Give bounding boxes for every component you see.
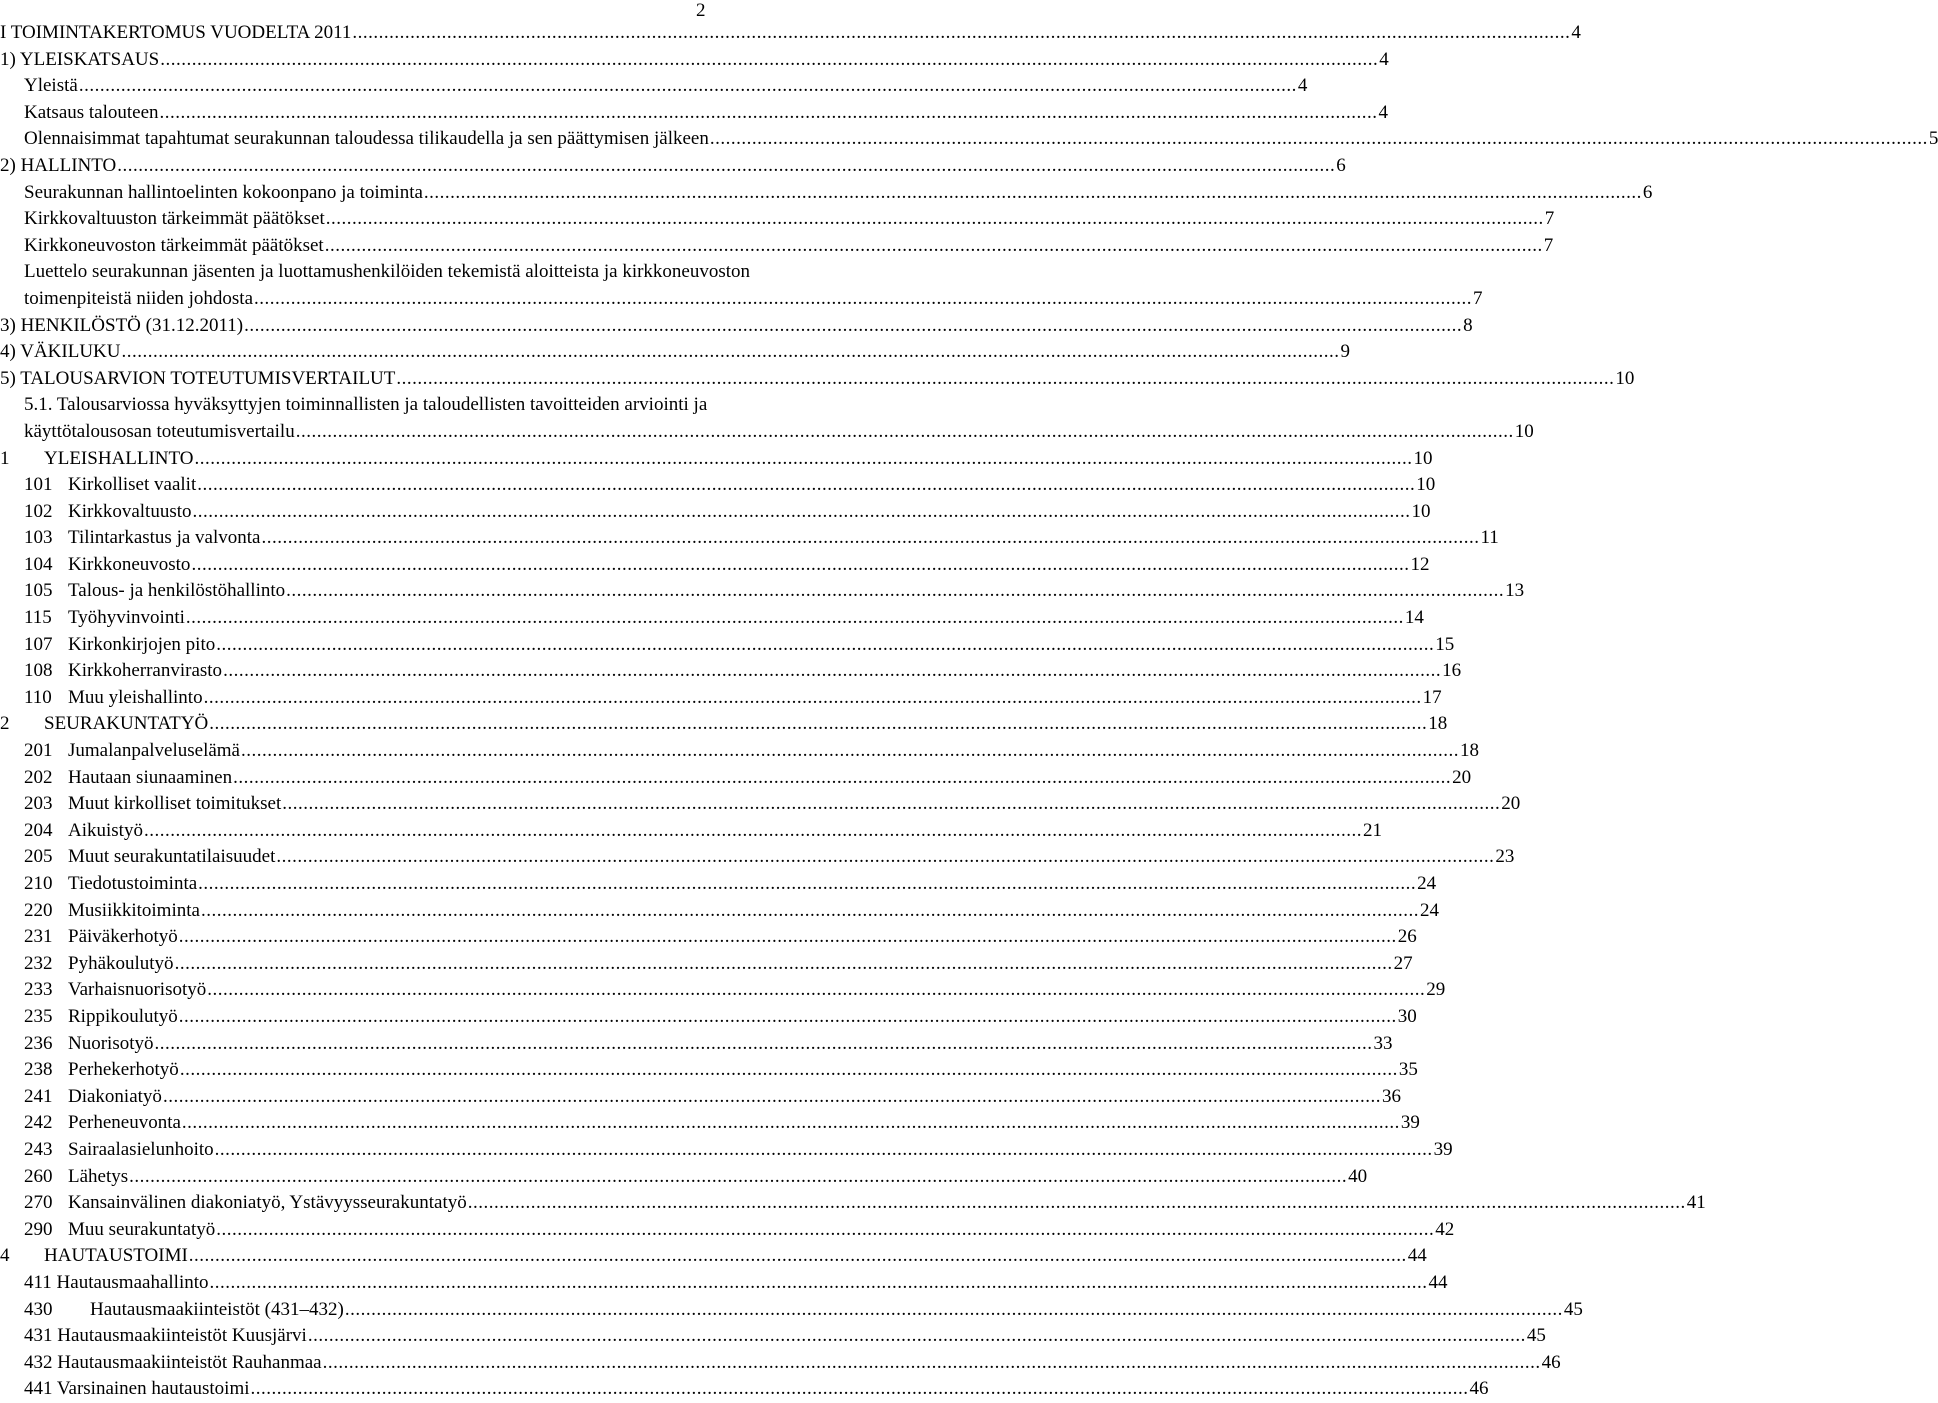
- toc-entry-title: [24, 658, 222, 685]
- toc-entry-code: 203: [24, 793, 53, 815]
- toc-entry[interactable]: [0, 1243, 1427, 1270]
- dot-leader: [191, 552, 1409, 579]
- toc-entry[interactable]: [0, 339, 1350, 366]
- toc-entry-label: toimenpiteistä niiden johdosta: [24, 287, 254, 309]
- dot-leader: [155, 1031, 1373, 1058]
- page-number: 2: [696, 0, 706, 21]
- toc-entry-title: [24, 1057, 179, 1084]
- dot-leader: [396, 366, 1614, 393]
- toc-entry-page: 6: [1336, 154, 1346, 176]
- toc-entry-title: [24, 632, 215, 659]
- toc-entry-page: 4: [1379, 48, 1389, 70]
- toc-entry-title: [24, 1350, 322, 1377]
- dot-leader: [325, 233, 1543, 260]
- dot-leader: [352, 20, 1570, 47]
- toc-entry-label: Kirkonkirjojen pito: [68, 633, 216, 655]
- toc-entry-title: [24, 1110, 181, 1137]
- toc-entry-code: 115: [24, 607, 52, 629]
- toc-entry-title: [24, 791, 281, 818]
- toc-entry-label: Rippikoulutyö: [68, 1005, 178, 1027]
- dot-leader: [251, 1376, 1469, 1403]
- toc-entry[interactable]: [0, 977, 1446, 1004]
- toc-entry[interactable]: [0, 313, 1473, 340]
- dot-leader: [296, 419, 1514, 446]
- toc-entry[interactable]: [0, 1057, 1418, 1084]
- toc-entry-label: Perhekerhotyö: [68, 1059, 179, 1081]
- toc-entry-code: 270: [24, 1192, 53, 1214]
- toc-entry-code: 205: [24, 846, 53, 868]
- toc-entry-title: [24, 180, 423, 207]
- toc-entry-label: Olennaisimmat tapahtumat seurakunnan taloudessa tilikaudella ja sen päättymisen jälkeen: [24, 128, 709, 150]
- toc-entry[interactable]: [0, 47, 1389, 74]
- dot-leader: [195, 446, 1413, 473]
- toc-entry-title: [24, 1323, 307, 1350]
- toc-entry-page: 45: [1563, 1298, 1583, 1320]
- toc-entry[interactable]: [0, 286, 1483, 313]
- toc-entry-label: HAUTAUSTOIMI: [44, 1245, 188, 1267]
- toc-entry-page: 6: [1642, 181, 1653, 203]
- toc-entry[interactable]: [0, 578, 1525, 605]
- toc-entry-title: [24, 73, 78, 100]
- toc-entry[interactable]: [0, 126, 1938, 153]
- toc-entry-title: [24, 552, 190, 579]
- toc-entry-page: 7: [1473, 287, 1483, 309]
- toc-entry-label: Aikuistyö: [68, 819, 143, 841]
- toc-entry-title: [24, 126, 709, 153]
- toc-entry-title: [0, 153, 116, 180]
- toc-entry-label: 441 Varsinainen hautaustoimi: [24, 1378, 250, 1400]
- toc-entry-title: [24, 233, 324, 260]
- toc-entry-page: 10: [1615, 367, 1635, 389]
- toc-entry-page: 27: [1393, 952, 1413, 974]
- toc-entry-title: [24, 286, 253, 313]
- toc-entry[interactable]: [0, 818, 1382, 845]
- toc-entry-title: [24, 472, 196, 499]
- toc-entry-label: Päiväkerhotyö: [68, 926, 178, 948]
- toc-entry-page: 39: [1400, 1112, 1420, 1134]
- toc-entry-code: 107: [24, 633, 53, 655]
- toc-entry-label: Tiedotustoiminta: [68, 873, 198, 894]
- toc-entry-title: [24, 605, 185, 632]
- toc-entry[interactable]: [0, 1270, 1448, 1297]
- toc-entry-label: I TOIMINTAKERTOMUS VUODELTA 2011: [0, 22, 352, 43]
- toc-entry-label: 3) HENKILÖSTÖ (31.12.2011): [0, 314, 244, 336]
- dot-leader: [241, 738, 1459, 765]
- toc-entry-page: 10: [1514, 420, 1534, 442]
- toc-entry-code: 2: [0, 713, 10, 735]
- toc-entry-code: 260: [24, 1165, 53, 1187]
- toc-entry-page: 14: [1404, 607, 1424, 629]
- toc-entry-code: 108: [24, 660, 53, 682]
- toc-entry-code: 204: [24, 819, 53, 841]
- toc-entry[interactable]: [0, 951, 1413, 978]
- toc-entry-title: [24, 499, 192, 526]
- toc-entry-line: 5.1. Talousarviossa hyväksyttyjen toiminnallisten ja taloudellisten tavoitteiden arviointi ja: [24, 394, 708, 416]
- dot-leader: [216, 632, 1434, 659]
- toc-entry-page: 24: [1419, 899, 1439, 921]
- toc-entry-title: [24, 1031, 154, 1058]
- toc-entry[interactable]: [0, 73, 1308, 100]
- toc-entry-page: 30: [1397, 1005, 1417, 1027]
- toc-entry-code: 105: [24, 580, 53, 602]
- dot-leader: [282, 791, 1500, 818]
- toc-entry-title: [24, 977, 206, 1004]
- toc-entry[interactable]: [0, 20, 1581, 47]
- toc-entry-code: 104: [24, 553, 53, 575]
- toc-entry-label: Yleistä: [24, 75, 78, 97]
- toc-entry-title: [24, 844, 275, 871]
- dot-leader: [323, 1350, 1541, 1377]
- toc-entry-code: 201: [24, 740, 53, 762]
- toc-entry-page: 13: [1505, 580, 1525, 602]
- toc-entry-code: 232: [24, 952, 53, 974]
- toc-entry-page: 40: [1348, 1165, 1368, 1187]
- toc-entry[interactable]: [0, 153, 1346, 180]
- toc-entry-label: Muu yleishallinto: [68, 686, 203, 708]
- toc-entry[interactable]: [0, 791, 1521, 818]
- toc-entry[interactable]: [0, 499, 1431, 526]
- toc-entry-label: Sairaalasielunhoito: [68, 1138, 214, 1160]
- toc-entry-label: Varhaisnuorisotyö: [68, 979, 207, 1001]
- dot-leader: [308, 1323, 1526, 1350]
- toc-entry[interactable]: [0, 366, 1635, 393]
- dot-leader: [216, 1217, 1434, 1244]
- toc-entry-label: Pyhäkoulutyö: [68, 952, 174, 974]
- toc-entry-title: [24, 100, 159, 127]
- dot-leader: [254, 286, 1472, 313]
- toc-entry-code: 4: [0, 1245, 10, 1267]
- toc-entry-title: [24, 898, 200, 925]
- toc-entry-label: 1) YLEISKATSAUS: [0, 48, 160, 70]
- toc-entry-label: SEURAKUNTATYÖ: [44, 713, 209, 735]
- toc-entry-page: 23: [1495, 846, 1515, 868]
- toc-entry-title: [24, 765, 232, 792]
- dot-leader: [175, 951, 1393, 978]
- toc-entry-title: [24, 1084, 162, 1111]
- dot-leader: [223, 658, 1441, 685]
- toc-entry-page: 8: [1463, 314, 1473, 336]
- dot-leader: [79, 73, 1297, 100]
- toc-entry[interactable]: [0, 1376, 1489, 1403]
- toc-entry-page: 15: [1435, 633, 1455, 655]
- toc-entry-code: 241: [24, 1085, 53, 1107]
- toc-entry[interactable]: [0, 1323, 1546, 1350]
- toc-entry-code: 1: [0, 447, 10, 469]
- dot-leader: [204, 685, 1422, 712]
- toc-entry-label: Nuorisotyö: [68, 1032, 154, 1054]
- dot-leader: [207, 977, 1425, 1004]
- toc-entry-title: [0, 366, 395, 393]
- dot-leader: [201, 898, 1419, 925]
- toc-entry[interactable]: [0, 233, 1554, 260]
- toc-entry-label: Kirkkovaltuusto: [68, 500, 192, 522]
- toc-entry-label: Muut seurakuntatilaisuudet: [68, 846, 276, 868]
- toc-entry-title: [24, 1297, 344, 1324]
- dot-leader: [326, 206, 1544, 233]
- toc-entry[interactable]: [0, 1137, 1453, 1164]
- dot-leader: [197, 472, 1415, 499]
- toc-entry-title: [24, 685, 203, 712]
- toc-entry-page: 46: [1469, 1378, 1489, 1400]
- toc-entry-line: Luettelo seurakunnan jäsenten ja luottamushenkilöiden tekemistä aloitteista ja kirkkoneuvoston: [24, 261, 751, 283]
- dot-leader: [193, 499, 1411, 526]
- toc-entry-label: Kirkkoneuvoston tärkeimmät päätökset: [24, 234, 324, 256]
- toc-entry-title: [24, 1164, 128, 1191]
- toc-entry[interactable]: [0, 419, 1534, 446]
- toc-entry[interactable]: [0, 206, 1555, 233]
- dot-leader: [117, 153, 1335, 180]
- dot-leader: [180, 1057, 1398, 1084]
- toc-entry-code: 235: [24, 1005, 53, 1027]
- toc-entry[interactable]: [0, 924, 1417, 951]
- toc-entry-label: Kirkkoherranvirasto: [68, 660, 223, 682]
- toc-entry-code: 238: [24, 1059, 53, 1081]
- toc-entry[interactable]: [0, 446, 1433, 473]
- toc-entry-page: 21: [1362, 819, 1382, 841]
- toc-entry[interactable]: [0, 765, 1472, 792]
- toc-entry[interactable]: [0, 1350, 1561, 1377]
- toc-entry-label: Hautaan siunaaminen: [68, 766, 233, 788]
- toc-entry-title: [24, 871, 197, 898]
- toc-entry[interactable]: [0, 738, 1479, 765]
- toc-entry-label: Lähetys: [68, 1165, 129, 1187]
- toc-entry-code: 236: [24, 1032, 53, 1054]
- toc-entry[interactable]: [0, 711, 1448, 738]
- dot-leader: [186, 605, 1404, 632]
- dot-leader: [210, 1270, 1428, 1297]
- toc-entry-label: Tilintarkastus ja valvonta: [68, 527, 261, 549]
- dot-leader: [189, 1243, 1407, 1270]
- toc-entry[interactable]: [0, 472, 1436, 499]
- toc-entry[interactable]: [0, 871, 1437, 898]
- toc-entry-label: Kirkolliset vaalit: [68, 474, 197, 496]
- toc-entry-code: 110: [24, 686, 52, 708]
- dot-leader: [233, 765, 1451, 792]
- toc-entry[interactable]: [0, 605, 1424, 632]
- dot-leader: [179, 1004, 1397, 1031]
- toc-entry[interactable]: [0, 1297, 1583, 1324]
- toc-entry-label: YLEISHALLINTO: [44, 447, 194, 469]
- toc-entry[interactable]: [0, 685, 1442, 712]
- table-of-contents: [0, 20, 1938, 1403]
- dot-leader: [468, 1190, 1686, 1217]
- toc-entry-page: 44: [1428, 1271, 1448, 1293]
- toc-entry[interactable]: [0, 1217, 1455, 1244]
- dot-leader: [129, 1164, 1347, 1191]
- toc-entry-label: Perheneuvonta: [68, 1112, 181, 1134]
- toc-entry-page: 20: [1452, 766, 1472, 788]
- toc-entry-title: [24, 419, 295, 446]
- dot-leader: [163, 1084, 1381, 1111]
- toc-entry[interactable]: [0, 525, 1499, 552]
- toc-entry-label: Kansainvälinen diakoniatyö, Ystävyysseurakuntatyö: [68, 1192, 467, 1214]
- dot-leader: [198, 871, 1416, 898]
- toc-entry[interactable]: [0, 1084, 1401, 1111]
- toc-entry-page: 16: [1442, 660, 1462, 682]
- toc-entry-code: 102: [24, 500, 53, 522]
- toc-entry-label: Jumalanpalveluselämä: [68, 740, 240, 762]
- toc-entry-title: [0, 20, 351, 47]
- dot-leader: [424, 180, 1642, 207]
- dot-leader: [244, 313, 1462, 340]
- dot-leader: [160, 47, 1378, 74]
- toc-entry-code: 290: [24, 1218, 53, 1240]
- toc-entry-page: 7: [1544, 208, 1555, 230]
- toc-entry-page: 11: [1480, 527, 1499, 549]
- toc-entry-label: Seurakunnan hallintoelinten kokoonpano ja toiminta: [24, 181, 423, 203]
- toc-entry-code: 101: [24, 474, 53, 496]
- toc-entry-label: 5) TALOUSARVION TOTEUTUMISVERTAILUT: [0, 367, 396, 389]
- toc-entry-label: Katsaus talouteen: [24, 101, 159, 123]
- toc-entry-title: [24, 1137, 214, 1164]
- toc-entry-page: 29: [1426, 979, 1446, 1001]
- toc-entry-title: [24, 1004, 178, 1031]
- toc-entry-page: 5: [1928, 128, 1938, 150]
- toc-entry-page: 10: [1413, 447, 1433, 469]
- toc-entry-title: [24, 951, 174, 978]
- toc-entry-code: 210: [24, 873, 53, 894]
- dot-leader: [144, 818, 1362, 845]
- toc-entry-page: 44: [1407, 1245, 1427, 1267]
- toc-entry-code: 243: [24, 1138, 53, 1160]
- toc-entry-label: Muut kirkolliset toimitukset: [68, 793, 282, 815]
- toc-entry-code: 231: [24, 926, 53, 948]
- toc-entry-title: [0, 339, 121, 366]
- toc-entry-page: 36: [1381, 1085, 1401, 1107]
- toc-entry-label: Kirkkovaltuuston tärkeimmät päätökset: [24, 208, 325, 230]
- toc-entry-title: [24, 1190, 467, 1217]
- dot-leader: [209, 711, 1427, 738]
- toc-entry-page: 17: [1422, 686, 1442, 708]
- toc-entry-page: 42: [1435, 1218, 1455, 1240]
- toc-entry-title: [24, 818, 143, 845]
- toc-entry-page: 26: [1397, 926, 1417, 948]
- toc-entry-title: [0, 313, 243, 340]
- toc-entry-title: [24, 1270, 209, 1297]
- toc-entry-page: 18: [1428, 713, 1448, 735]
- toc-entry-page: 33: [1373, 1032, 1393, 1054]
- toc-entry-code: 103: [24, 527, 53, 549]
- toc-entry-page: 4: [1571, 22, 1581, 43]
- toc-entry[interactable]: [0, 100, 1389, 127]
- toc-entry-title: [0, 1243, 188, 1270]
- toc-entry-code: 430: [24, 1298, 53, 1320]
- dot-leader: [122, 339, 1340, 366]
- toc-entry-page: 45: [1526, 1325, 1546, 1347]
- toc-entry-label: käyttötalousosan toteutumisvertailu: [24, 420, 295, 442]
- toc-entry-label: Musiikkitoiminta: [68, 899, 200, 921]
- toc-entry-title: [0, 446, 194, 473]
- toc-entry-page: 9: [1340, 341, 1350, 363]
- toc-entry-code: 202: [24, 766, 53, 788]
- toc-entry-title: [24, 1376, 250, 1403]
- dot-leader: [261, 525, 1479, 552]
- toc-entry-code: 220: [24, 899, 53, 921]
- toc-entry-title: [0, 47, 159, 74]
- toc-entry[interactable]: [0, 658, 1462, 685]
- toc-entry[interactable]: [0, 1004, 1417, 1031]
- toc-entry-page: 41: [1686, 1192, 1706, 1214]
- dot-leader: [182, 1110, 1400, 1137]
- toc-entry-page: 12: [1410, 553, 1430, 575]
- toc-entry-title: [24, 1217, 215, 1244]
- dot-leader: [710, 126, 1928, 153]
- toc-entry-label: 4) VÄKILUKU: [0, 341, 121, 363]
- toc-entry-page: 4: [1378, 101, 1389, 123]
- toc-entry[interactable]: [0, 1164, 1368, 1191]
- toc-entry[interactable]: [0, 1190, 1706, 1217]
- toc-entry-page: 4: [1297, 75, 1308, 97]
- toc-entry[interactable]: [0, 632, 1455, 659]
- dot-leader: [160, 100, 1378, 127]
- toc-entry-title: [24, 206, 325, 233]
- dot-leader: [179, 924, 1397, 951]
- toc-entry-page: 18: [1460, 740, 1479, 762]
- toc-entry-label: Talous- ja henkilöstöhallinto: [68, 580, 286, 602]
- toc-entry[interactable]: [0, 1110, 1420, 1137]
- toc-entry-page: 20: [1501, 793, 1521, 815]
- toc-entry[interactable]: [0, 844, 1515, 871]
- dot-leader: [276, 844, 1494, 871]
- toc-entry-label: Hautausmaakiinteistöt (431–432): [90, 1298, 344, 1320]
- toc-entry-label: 2) HALLINTO: [0, 154, 117, 176]
- toc-entry-title: [24, 578, 285, 605]
- toc-entry-label: 432 Hautausmaakiinteistöt Rauhanmaa: [24, 1351, 322, 1373]
- dot-leader: [215, 1137, 1433, 1164]
- toc-entry-label: Kirkkoneuvosto: [68, 553, 191, 575]
- toc-entry-title: [24, 924, 178, 951]
- dot-leader: [286, 578, 1504, 605]
- toc-entry-page: 46: [1541, 1351, 1561, 1373]
- toc-entry-code: 242: [24, 1112, 53, 1134]
- toc-entry-label: 431 Hautausmaakiinteistöt Kuusjärvi: [24, 1325, 307, 1347]
- dot-leader: [345, 1297, 1563, 1324]
- toc-entry-label: Työhyvinvointi: [68, 607, 185, 629]
- toc-entry-title: [0, 711, 208, 738]
- toc-entry-page: 10: [1411, 500, 1431, 522]
- toc-entry-label: Muu seurakuntatyö: [68, 1218, 216, 1240]
- toc-entry-page: 7: [1543, 234, 1554, 256]
- toc-entry[interactable]: [0, 1031, 1393, 1058]
- toc-entry-code: 233: [24, 979, 53, 1001]
- toc-entry-page: 39: [1433, 1138, 1453, 1160]
- toc-entry[interactable]: [0, 552, 1430, 579]
- toc-entry[interactable]: [0, 898, 1439, 925]
- toc-entry-page: 35: [1398, 1059, 1418, 1081]
- toc-entry[interactable]: [0, 180, 1653, 207]
- toc-entry-label: 411 Hautausmaahallinto: [24, 1271, 209, 1293]
- toc-entry-title: [24, 738, 240, 765]
- toc-entry-label: Diakoniatyö: [68, 1085, 162, 1107]
- toc-entry-title: [24, 525, 260, 552]
- toc-entry-page: 10: [1416, 474, 1436, 496]
- toc-entry-page: 24: [1417, 873, 1437, 894]
